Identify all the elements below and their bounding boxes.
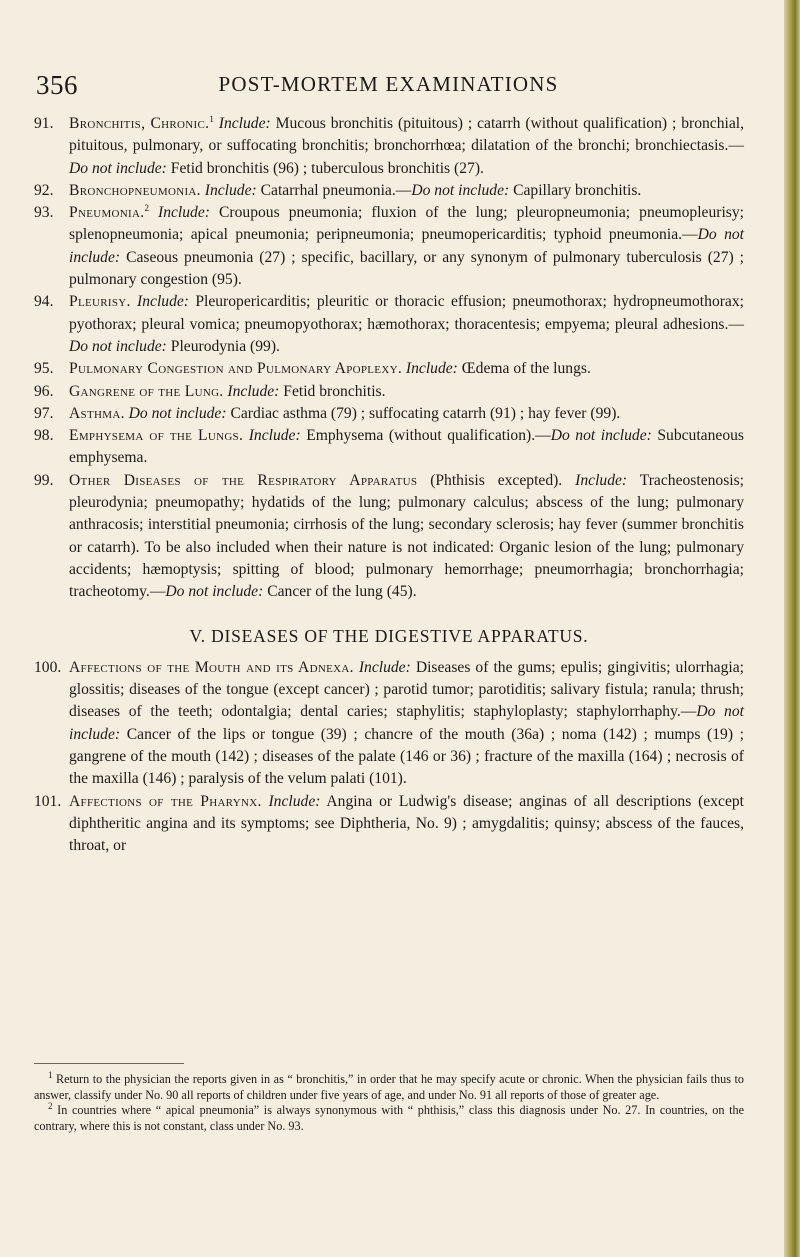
include-text: Diseases of the gums; epulis; gingivitis; ulorrhagia; glossitis; diseases of the tongue (except cancer) ; parotid tumor; parotiditis; salivary fistula; ranula; thrush; diseases of the teeth; odontalgia; dental caries; staphylitis; staphyloplasty; staphylorrhaphy.— <box>69 658 744 721</box>
entry-title: Affections of the Mouth and its Adnexa. <box>69 658 354 676</box>
exclude-label: Do not include: <box>550 427 652 445</box>
entry-number: 91. <box>34 115 54 132</box>
footnote-marker: 1 <box>209 113 214 124</box>
exclude-label: Do not include: <box>165 583 264 601</box>
include-text: Angina or Ludwig's disease; anginas of all descriptions (except diphtheritic angina and its symptoms; see Diphtheria, No. 9) ; amygdalitis; quinsy; abscess of the fauces, throat, or <box>69 792 744 855</box>
exclude-text: Cardiac asthma (79) ; suffocating catarrh (91) ; hay fever (99). <box>230 404 621 422</box>
entry-title: Gangrene of the Lung. <box>69 382 224 400</box>
footnote-text: Return to the physician the reports given in as “ bronchitis,” in order that he may specify acute or chronic. When the physician fails thus to answer, classify under No. 90 all reports of children under five years of age, and under No. 91 all reports of those of greater age. <box>34 1072 744 1102</box>
entry-title: Bronchopneumonia. <box>69 181 201 199</box>
exclude-text: Fetid bronchitis (96) ; tuberculous bronchitis (27). <box>170 159 484 177</box>
exclude-text: Subcutaneous emphysema. <box>69 427 744 467</box>
include-text: Emphysema (without qualification).— <box>306 427 551 445</box>
entry-number: 96. <box>34 382 54 400</box>
entry-title: Asthma. <box>69 404 125 422</box>
include-label: Include: <box>227 382 280 400</box>
include-label: Include: <box>204 181 257 199</box>
list-item <box>34 425 744 470</box>
list-item <box>34 791 744 858</box>
list-item <box>34 358 744 380</box>
entry-number: 101. <box>34 792 62 810</box>
entry-title: Emphysema of the Lungs. <box>69 427 244 445</box>
running-head <box>36 70 741 110</box>
exclude-text: Cancer of the lung (45). <box>267 583 417 601</box>
include-label: Include: <box>358 658 411 676</box>
list-item <box>34 381 744 403</box>
footnote-mark: 2 <box>48 1100 53 1111</box>
footnote-text: In countries where “ apical pneumonia” is always synonymous with “ phthisis,” class this diagnosis under No. 27. In countries, on the contrary, where this is not constant, class under No. 93. <box>34 1103 745 1133</box>
include-label: Include: <box>137 293 189 311</box>
exclude-text: Caseous pneumonia (27) ; specific, bacillary, or any synonym of pulmonary tuberculosis (27) ; pulmonary congestion (95). <box>69 248 744 289</box>
entry-number: 99. <box>34 471 54 489</box>
include-label: Include: <box>268 792 321 810</box>
footnotes <box>34 1069 745 1134</box>
include-label: Include: <box>248 427 301 445</box>
entry-number: 98. <box>34 427 54 445</box>
list-item <box>34 113 744 180</box>
exclude-text: Capillary bronchitis. <box>513 181 642 199</box>
page-body <box>34 113 744 858</box>
exclude-label: Do not include: <box>69 337 167 355</box>
footnote-rule <box>34 1063 184 1064</box>
footnote-marker: 2 <box>144 203 149 213</box>
list-item <box>34 403 744 425</box>
include-label: Include: <box>575 471 628 489</box>
entry-number: 97. <box>34 404 54 422</box>
include-text: Œdema of the lungs. <box>461 360 591 378</box>
list-item <box>34 291 744 358</box>
entry-title: Other Diseases of the Respiratory Apparatus <box>69 471 418 489</box>
exclude-label: Do not include: <box>69 703 744 743</box>
entry-number: 100. <box>34 658 62 676</box>
exclude-label: Do not include: <box>128 404 227 422</box>
footnote <box>34 1100 745 1134</box>
include-text: Catarrhal pneumonia.— <box>260 181 412 199</box>
entry-title: Pleurisy. <box>69 293 131 311</box>
list-item <box>34 657 744 791</box>
footnote <box>34 1069 744 1103</box>
digestive-entries <box>34 657 744 858</box>
include-label: Include: <box>405 360 458 378</box>
entry-title: Bronchitis, Chronic. <box>69 115 210 132</box>
entry-number: 94. <box>34 293 54 311</box>
include-label: Include: <box>158 204 210 222</box>
entry-number: 92. <box>34 181 54 199</box>
exclude-label: Do not include: <box>411 181 510 199</box>
entry-number: 93. <box>34 204 54 222</box>
entry-title-tail: (Phthisis excepted). <box>430 471 563 489</box>
include-text: Croupous pneumonia; fluxion of the lung; pleuropneumonia; pneumopleurisy; splenopneumonia; apical pneumonia; peripneumonia; pneumopericarditis; typhoid pneumonia.— <box>69 204 744 244</box>
include-text: Mucous bronchitis (pituitous) ; catarrh (without qualification) ; bronchial, pituitous, pulmonary, or suffocating bronchitis; bronchorrhœa; dilatation of the bronchi; bronchiectasis.— <box>69 115 744 155</box>
include-text: Fetid bronchitis. <box>283 382 386 400</box>
include-label: Include: <box>218 115 271 132</box>
respiratory-entries <box>34 113 744 604</box>
list-item <box>34 470 744 604</box>
list-item <box>34 180 744 202</box>
include-text: Pleuropericarditis; pleuritic or thoracic effusion; pneumothorax; hydropneumothorax; pyothorax; pleural vomica; pneumopyothorax; hæmothorax; thoracentesis; empyema; pleural adhesions.— <box>69 293 744 333</box>
page-number: 356 <box>36 70 78 100</box>
list-item <box>34 202 744 291</box>
page-edge <box>784 0 800 1257</box>
entry-title: Affections of the Pharynx. <box>69 792 262 810</box>
footnote-mark: 1 <box>48 1069 53 1080</box>
include-text: Tracheostenosis; pleurodynia; pneumopathy; hydatids of the lung; pulmonary calculus; abscess of the lung; pulmonary anthracosis; interstitial pneumonia; cirrhosis of the lung; secondary sclerosis; hay fever (summer bronchitis or catarrh). To be also included when their nature is not indicated: Organic lesion of the lung; pulmonary accidents; hæmoptysis; spitting of blood; pulmonary hemorrhage; pneumorrhagia; bronchorrhagia; tracheotomy.— <box>69 471 745 601</box>
exclude-text: Cancer of the lips or tongue (39) ; chancre of the mouth (36a) ; noma (142) ; mumps (19) ; gangrene of the mouth (142) ; diseases of the palate (146 or 36) ; fracture of the maxilla (164) ; necrosis of the maxilla (146) ; paralysis of the velum palati (101). <box>69 725 745 788</box>
entry-title: Pulmonary Congestion and Pulmonary Apoplexy. <box>69 360 403 378</box>
exclude-label: Do not include: <box>69 226 744 266</box>
entry-number: 95. <box>34 360 54 378</box>
section-heading: V. DISEASES OF THE DIGESTIVE APPARATUS. <box>189 625 589 646</box>
running-title: POST-MORTEM EXAMINATIONS <box>218 72 559 96</box>
exclude-label: Do not include: <box>69 159 167 177</box>
exclude-text: Pleurodynia (99). <box>170 337 280 355</box>
entry-title: Pneumonia. <box>69 204 145 222</box>
